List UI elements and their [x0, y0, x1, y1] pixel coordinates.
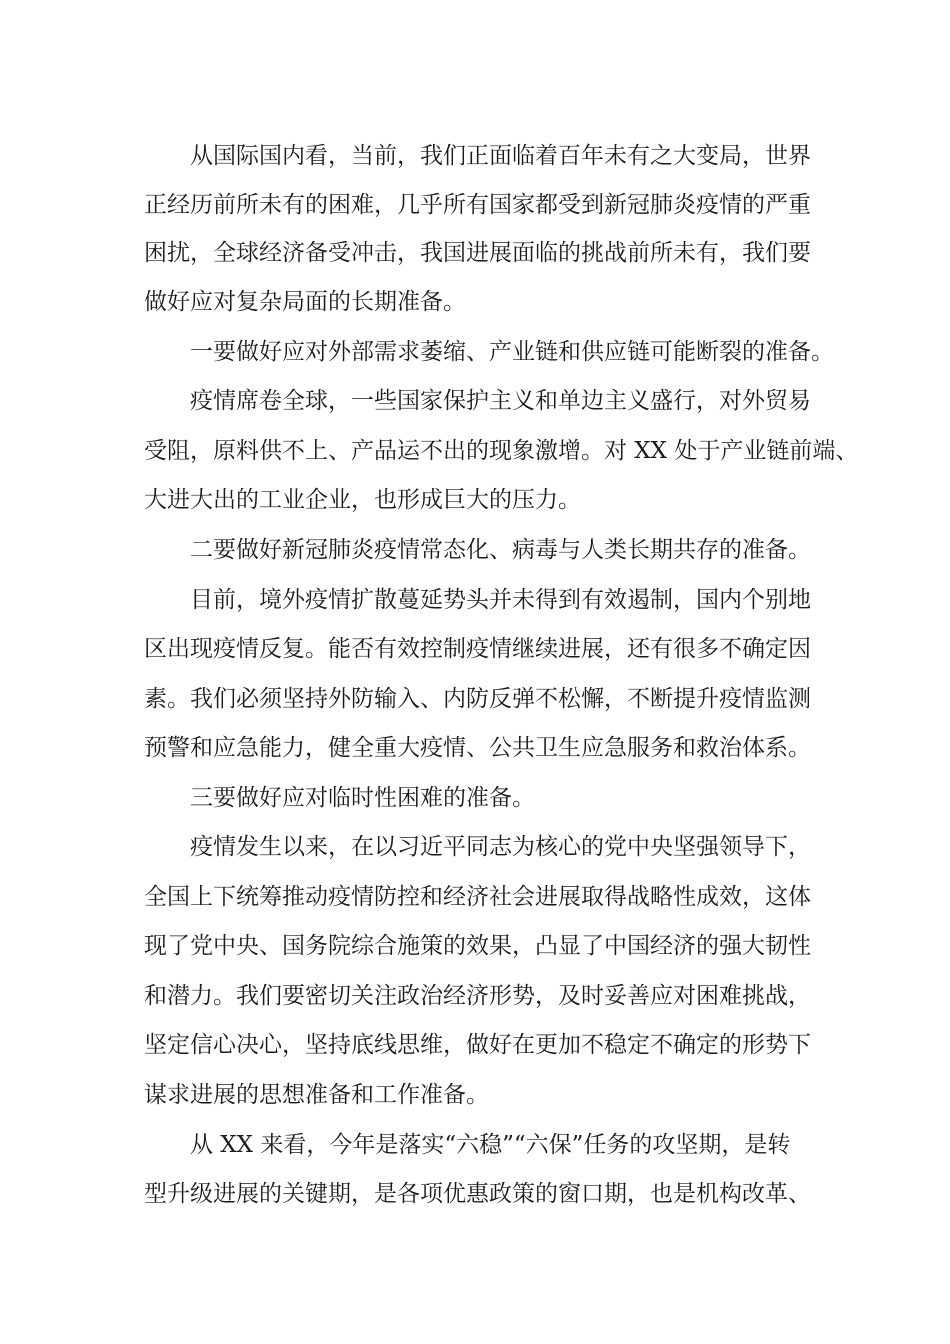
text-line: 和潜力。我们要密切关注政治经济形势，及时妥善应对困难挑战，: [144, 983, 811, 1009]
text-line: 大进大出的工业企业，也形成巨大的压力。: [144, 487, 581, 513]
text-line: 目前，境外疫情扩散蔓延势头并未得到有效遏制，国内个别地: [190, 587, 811, 613]
section-heading: 二要做好新冠肺炎疫情常态化、病毒与人类长期共存的准备。: [190, 537, 811, 563]
text-line: 从 XX 来看，今年是落实“六稳”“六保”任务的攻坚期，是转: [190, 1132, 791, 1158]
text-line: 坚定信心决心，坚持底线思维，做好在更加不稳定不确定的形势下: [144, 1032, 811, 1058]
text-line: 困扰，全球经济备受冲击，我国进展面临的挑战前所未有，我们要: [144, 240, 811, 266]
text-line: 做好应对复杂局面的长期准备。: [144, 289, 466, 315]
text-line: 型升级进展的关键期，是各项优惠政策的窗口期，也是机构改革、: [144, 1181, 811, 1207]
text-line: 疫情发生以来，在以习近平同志为核心的党中央坚强领导下，: [190, 834, 811, 860]
text-line: 从国际国内看，当前，我们正面临着百年未有之大变局，世界: [190, 143, 811, 169]
text-line: 正经历前所未有的困难，几乎所有国家都受到新冠肺炎疫情的严重: [144, 192, 811, 218]
text-line: 区出现疫情反复。能否有效控制疫情继续进展，还有很多不确定因: [144, 636, 811, 662]
section-heading: 一要做好应对外部需求萎缩、产业链和供应链可能断裂的准备。: [190, 339, 834, 365]
text-line: 素。我们必须坚持外防输入、内防反弹不松懈，不断提升疫情监测: [144, 686, 811, 712]
text-line: 谋求进展的思想准备和工作准备。: [144, 1082, 489, 1108]
text-line: 全国上下统筹推动疫情防控和经济社会进展取得战略性成效，这体: [144, 884, 811, 910]
section-heading: 三要做好应对临时性困难的准备。: [190, 785, 535, 811]
text-line: 现了党中央、国务院综合施策的效果，凸显了中国经济的强大韧性: [144, 933, 811, 959]
text-line: 预警和应急能力，健全重大疫情、公共卫生应急服务和救治体系。: [144, 735, 811, 761]
text-line: 疫情席卷全球，一些国家保护主义和单边主义盛行，对外贸易: [190, 388, 811, 414]
text-line: 受阻，原料供不上、产品运不出的现象激增。对 XX 处于产业链前端、: [144, 438, 859, 464]
